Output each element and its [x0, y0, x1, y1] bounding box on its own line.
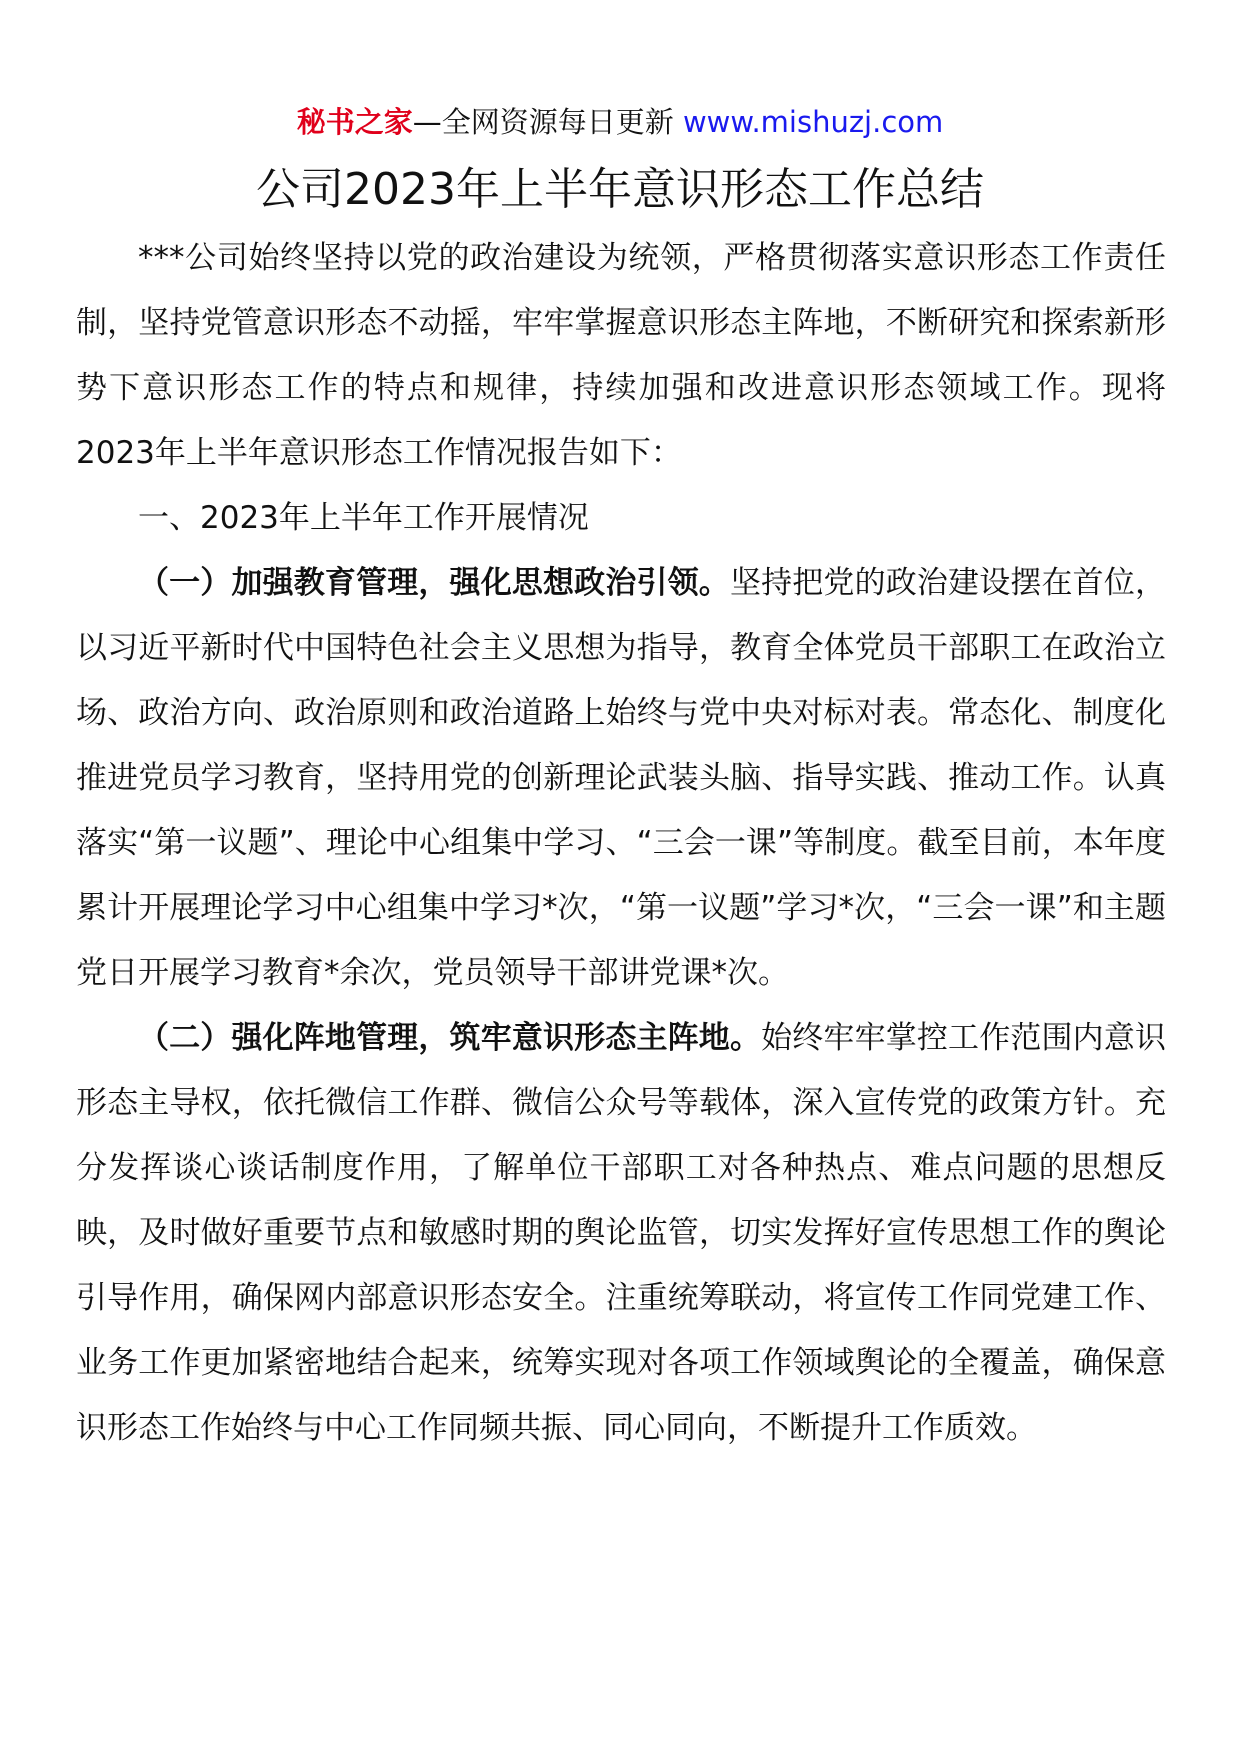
- paragraph-1: [76, 551, 1166, 1006]
- paragraph-2-lead: （二）强化阵地管理，筑牢意识形态主阵地。: [138, 1020, 762, 1056]
- document-title: 公司2023年上半年意识形态工作总结: [256, 164, 984, 215]
- banner-tagline: —全网资源每日更新: [412, 105, 683, 139]
- banner-brand: 秘书之家: [296, 105, 413, 139]
- document-body: [76, 226, 1166, 1461]
- watermark-banner: [0, 102, 1240, 142]
- paragraph-2: [76, 1006, 1166, 1461]
- paragraph-1-body: 坚持把党的政治建设摆在首位，以习近平新时代中国特色社会主义思想为指导，教育全体党员干部职工在政治立场、政治方向、政治原则和政治道路上始终与党中央对标对表。常态化、制度化推进党员学习教育，坚持用党的创新理论武装头脑、指导实践、推动工作。认真落实“第一议题”、理论中心组集中学习、“三会一课”等制度。截至目前，本年度累计开展理论学习中心组集中学习*次，“第一议题”学习*次，“三会一课”和主题党日开展学习教育*余次，党员领导干部讲党课*次。: [76, 565, 1166, 991]
- banner-url: www.mishuzj.com: [682, 105, 944, 139]
- section-heading: 一、2023年上半年工作开展情况: [138, 500, 589, 536]
- paragraph-2-body: 始终牢牢掌控工作范围内意识形态主导权，依托微信工作群、微信公众号等载体，深入宣传党的政策方针。充分发挥谈心谈话制度作用，了解单位干部职工对各种热点、难点问题的思想反映，及时做好重要节点和敏感时期的舆论监管，切实发挥好宣传思想工作的舆论引导作用，确保网内部意识形态安全。注重统筹联动，将宣传工作同党建工作、业务工作更加紧密地结合起来，统筹实现对各项工作领域舆论的全覆盖，确保意识形态工作始终与中心工作同频共振、同心同向，不断提升工作质效。: [76, 1020, 1166, 1446]
- intro-paragraph: ***公司始终坚持以党的政治建设为统领，严格贯彻落实意识形态工作责任制，坚持党管意识形态不动摇，牢牢掌握意识形态主阵地，不断研究和探索新形势下意识形态工作的特点和规律，持续加强和改进意识形态领域工作。现将2023年上半年意识形态工作情况报告如下：: [76, 240, 1166, 471]
- paragraph-1-lead: （一）加强教育管理，强化思想政治引领。: [138, 565, 730, 601]
